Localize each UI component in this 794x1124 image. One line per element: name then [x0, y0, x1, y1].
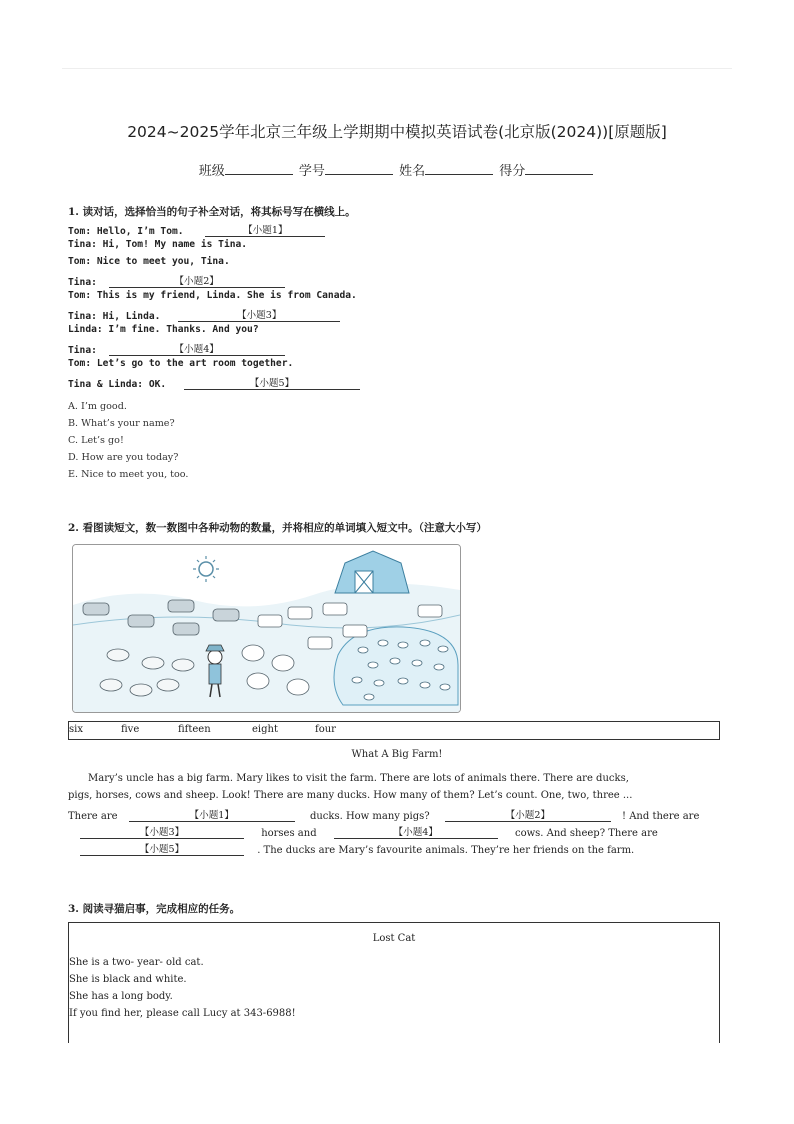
farm-illustration — [73, 545, 460, 712]
answer-blank-3[interactable]: 【小题3】 — [80, 824, 244, 839]
word-option: fifteen — [178, 724, 211, 735]
student-number-label: 学号 — [298, 164, 325, 179]
answer-blank-4[interactable]: 【小题4】 — [109, 341, 285, 356]
answer-blank-1[interactable]: 【小题1】 — [205, 222, 325, 237]
answer-blank-5[interactable]: 【小题5】 — [184, 375, 360, 390]
top-divider — [62, 68, 732, 69]
notice-title: Lost Cat — [372, 933, 416, 944]
passage-line: There are 【小题1】 ducks. How many pigs? 【小题2】 ! And there are — [68, 807, 699, 822]
farm-picture — [72, 544, 461, 713]
notice-line: If you find her, please call Lucy at 343-6988! — [69, 1008, 296, 1019]
word-option: five — [121, 724, 140, 735]
word-option: four — [315, 724, 336, 735]
q1-instruction: 1. 读对话，选择恰当的句子补全对话，将其标号写在横线上。 — [68, 206, 356, 218]
class-label: 班级 — [198, 164, 225, 179]
class-field[interactable] — [225, 160, 293, 175]
score-label: 得分 — [499, 164, 526, 179]
passage-line: Mary’s uncle has a big farm. Mary likes to visit the farm. There are lots of animals there. There are ducks, — [88, 773, 629, 784]
score-field[interactable] — [525, 160, 593, 175]
lost-cat-notice — [68, 922, 720, 1043]
dialog-line: Linda: I’m fine. Thanks. And you? — [68, 324, 259, 335]
name-field[interactable] — [425, 160, 493, 175]
dialog-line: Tina: 【小题4】 — [68, 341, 285, 356]
passage-title: What A Big Farm! — [351, 749, 443, 760]
page-title: 2024~2025学年北京三年级上学期期中模拟英语试卷(北京版(2024))[原题版] — [127, 123, 667, 141]
student-number-field[interactable] — [325, 160, 393, 175]
q2-instruction: 2. 看图读短文，数一数图中各种动物的数量，并将相应的单词填入短文中。（注意大小写） — [68, 522, 487, 534]
dialog-line: Tom: This is my friend, Linda. She is from Canada. — [68, 290, 357, 301]
option-c: C. Let’s go! — [68, 435, 124, 446]
option-e: E. Nice to meet you, too. — [68, 469, 189, 480]
answer-blank-1[interactable]: 【小题1】 — [129, 807, 295, 822]
student-info-row — [0, 160, 794, 179]
word-option: six — [69, 724, 83, 735]
passage-line: pigs, horses, cows and sheep. Look! There are many ducks. How many of them? Let’s count. One, two, three ... — [68, 790, 633, 801]
notice-line: She is black and white. — [69, 974, 187, 985]
answer-blank-2[interactable]: 【小题2】 — [445, 807, 611, 822]
answer-blank-3[interactable]: 【小题3】 — [178, 307, 340, 322]
passage-line: 【小题5】 . The ducks are Mary’s favourite animals. They’re her friends on the farm. — [80, 841, 634, 856]
answer-blank-5[interactable]: 【小题5】 — [80, 841, 244, 856]
dialog-line: Tina & Linda: OK. 【小题5】 — [68, 375, 360, 390]
dialog-line: Tina: Hi, Tom! My name is Tina. — [68, 239, 248, 250]
passage-line: 【小题3】 horses and 【小题4】 cows. And sheep? There are — [80, 824, 658, 839]
option-a: A. I’m good. — [68, 401, 127, 412]
word-option: eight — [252, 724, 278, 735]
dialog-line: Tina: 【小题2】 — [68, 273, 285, 288]
dialog-line: Tom: Let’s go to the art room together. — [68, 358, 294, 369]
dialog-line: Tina: Hi, Linda. 【小题3】 — [68, 307, 340, 322]
q3-instruction: 3. 阅读寻猫启事，完成相应的任务。 — [68, 903, 241, 915]
dialog-line: Tom: Hello, I’m Tom. 【小题1】 — [68, 222, 325, 237]
dialog-line: Tom: Nice to meet you, Tina. — [68, 256, 230, 267]
word-bank — [68, 721, 720, 740]
answer-blank-4[interactable]: 【小题4】 — [334, 824, 498, 839]
notice-line: She has a long body. — [69, 991, 173, 1002]
option-d: D. How are you today? — [68, 452, 179, 463]
option-b: B. What’s your name? — [68, 418, 175, 429]
name-label: 姓名 — [399, 164, 426, 179]
answer-blank-2[interactable]: 【小题2】 — [109, 273, 285, 288]
notice-line: She is a two- year- old cat. — [69, 957, 204, 968]
